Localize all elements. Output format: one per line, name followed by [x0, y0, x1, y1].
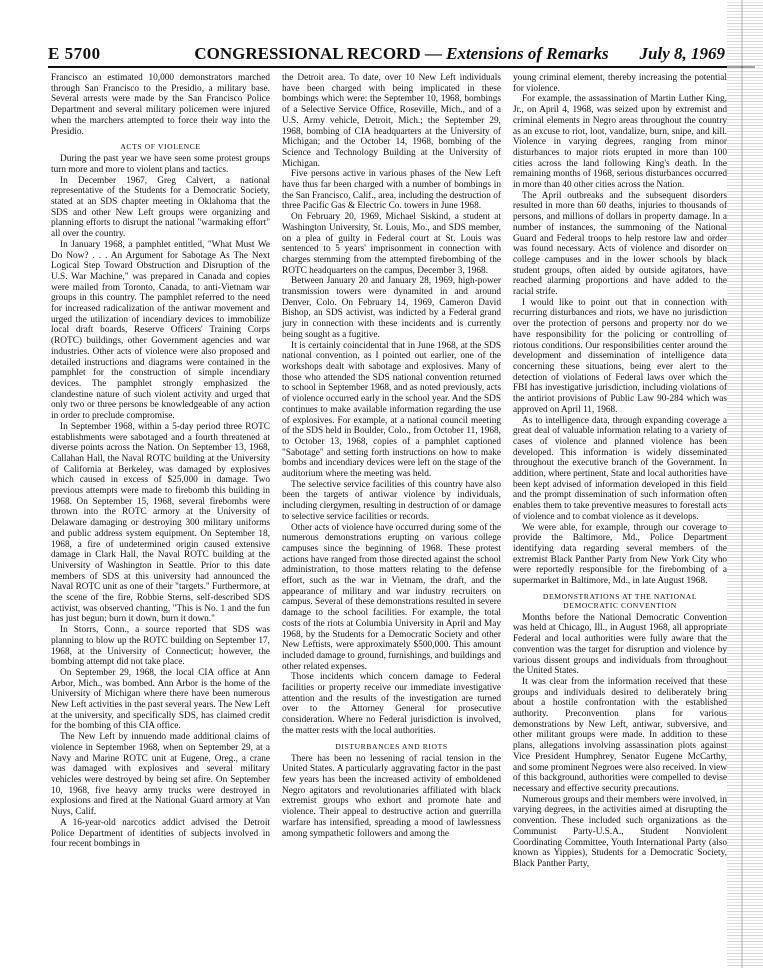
text-column-1 — [51, 73, 270, 898]
paragraph: Francisco an estimated 10,000 demonstrators marched through San Francisco to the Presidio, a military base. Several arrests were made by the San Francisco Police Department and several military policemen were injured when the marchers attempted to force their way into the Presidio. — [51, 73, 270, 137]
publication-name: CONGRESSIONAL RECORD — — [194, 44, 442, 63]
scanned-binding-edge — [727, 0, 763, 968]
paragraph: Five persons active in various phases of the New Left have thus far been charged with a number of bombings in the San Francisco, Calif., area, including the destruction of three Pacific Gas & Electric Co. towers in June 1968. — [282, 169, 501, 212]
paragraph: We were able, for example, through our coverage to provide the Baltimore, Md., Police Department identifying data regarding several members of the extremist Black Panther Party from New York City who were reportedly responsible for the firebombing of a supermarket in Baltimore, Md., in late August 1968. — [513, 522, 727, 587]
paragraph: Between January 20 and January 28, 1969, high-power transmission towers were dynamited in and around Denver, Colo. On February 14, 1969, Cameron David Bishop, an SDS activist, was indicted by a Federal grand jury in connection with these incidents and is currently being sought as a fugitive. — [282, 276, 501, 340]
heading-line: DEMOCRATIC CONVENTION — [563, 600, 677, 610]
paragraph: Months before the National Democratic Convention was held at Chicago, Ill., in August 1968, all appropriate Federal and local authorities were fully aware that the convention was the target for disruption and violence by various dissent groups and individuals from throughout the United States. — [513, 612, 727, 677]
paragraph: In December 1967, Greg Calvert, a national representative of the Students for a Democratic Society, stated at an SDS chapter meeting in Oklahoma that the SDS and other New Left groups were organizing and planning efforts to disrupt the national "warmaking effort" all over the country. — [51, 175, 270, 240]
paragraph: As to intelligence data, through expanding coverage a great deal of valuable information relating to a variety of cases of violence and planned violence has been developed. This information is widely disseminated throughout the executive branch of the Government. In addition, where pertinent, State and local authorities have been kept advised of information developed in this field and the prompt dissemination of such information often enables them to take preventive measures to forestall acts of violence and to combat violence as it develops. — [513, 415, 727, 522]
paragraph: young criminal element, thereby increasing the potential for violence. — [513, 73, 727, 94]
page-header — [48, 44, 755, 68]
section-heading-disturbances-and-riots: DISTURBANCES AND RIOTS — [335, 741, 448, 751]
paragraph: The selective service facilities of this country have also been the targets of antiwar violence by individuals, including clergymen, resulting in destruction of or damage to selective service facilities or records. — [282, 479, 501, 522]
paragraph: In September 1968, within a 5-day period three ROTC establishments were sabotaged and a fourth threatened at diverse points across the Nation. On September 13, 1968, Callahan Hall, the Naval ROTC building at the University of California at Berkeley, was damaged by explosives which caused in excess of $25,000 in damage. Two previous attempts were made to firebomb this building in 1968. On September 15, 1968, several firebombs were thrown into the ROTC armory at the University of Delaware damaging or destroying 300 military uniforms and public address system equipment. On September 18, 1968, a fire of undetermined origin caused extensive damage in Clark Hall, the Naval ROTC building at the University of Washington in Seattle. Prior to this date members of SDS at this university had announced the Naval ROTC unit as one of their "targets." Furthermore, at the scene of the fire, Robbie Sterns, self-described SDS activist, was observed chanting, "This is No. 1 and the fun has just begun; burn it down, burn it down." — [51, 421, 270, 625]
paragraph: It was clear from the information received that these groups and individuals desired to deliberately bring about a hostile confrontation with the established authority. Preconvention plans for various demonstrations by New Left, antiwar, subversive, and other militant groups were made. In addition to these plans, allegations involving assassination plots against Vice President Humphrey, Senator Eugene McCarthy, and some prominent Negroes were also received. In view of this background, authorities were compelled to devise necessary and effective security precautions. — [513, 676, 727, 794]
paragraph: the Detroit area. To date, over 10 New Left individuals have been charged with being implicated in these bombings which were: the September 10, 1968, bombings of a Selective Service Office, Roseville, Mich., and of a U.S. Army vehicle, Detroit, Mich.; the September 29, 1968, bombing of CIA headquarters at the University of Michigan; and the October 14, 1968, bombing of the Science and Technology Building at the University of Michigan. — [282, 73, 501, 169]
section-heading-democratic-convention — [513, 592, 727, 610]
paragraph: The New Left by innuendo made additional claims of violence in September 1968, when on September 29, at a Navy and Marine ROTC unit at Eugene, Oreg., a crane was damaged with explosives and several military vehicles were destroyed by being set afire. On September 10, 1968, five heavy army trucks were destroyed in explosions and fired at the National Guard armory at Van Nuys, Calif. — [51, 732, 270, 818]
text-column-3 — [513, 73, 727, 898]
binding-shadow-line — [741, 0, 743, 968]
page-number: E 5700 — [48, 44, 101, 63]
paragraph: In January 1968, a pamphlet entitled, "What Must We Do Now? . . . An Argument for Sabotage As The Next Logical Step Toward Obstruction and Disruption of the U.S. War Machine," was prepared in Canada and copies were mailed from Toronto, Canada, to anti-Vietnam war groups in this country. The pamphlet referred to the need for increased radicalization of the antiwar movement and urged the utilization of incendiary devices to immobilize local draft boards, Reserve Officers' Training Corps (ROTC) buildings, other Government agencies and war industries. Other acts of violence were also proposed and detailed instructions and diagrams were contained in the pamphlet for the construction of simple incendiary devices. The pamphlet strongly emphasized the clandestine nature of such violent activity and urged that only two or three persons be knowledgeable of any action in order to preclude compromise. — [51, 239, 270, 422]
paragraph: Other acts of violence have occurred during some of the numerous demonstrations erupting on various college campuses since the beginning of 1968. These protest actions have ranged from those directed against the school administration, to those matters relating to the defense effort, such as the war in Vietnam, the draft, and the appearance of military and war industry recruiters on campus. Several of these demonstrations resulted in severe damage to the school facilities. For example, the total costs of the riots at Columbia University in April and May 1968, by the Students for a Democratic Society and other New Leftists, were approximately $500,000. This amount included damage to ground, furnishings, and buildings and other related expenses. — [282, 522, 501, 672]
paragraph: There has been no lessening of racial tension in the United States. A particularly aggravating factor in the past few years has been the increased activity of emboldened Negro agitators and revolutionaries affiliated with black extremist groups who exhort and promote hate and violence. Their appeal to destructive action and guerrilla warfare has intensified, spreading a mood of lawlessness among sympathetic followers and among the — [282, 753, 501, 839]
paragraph: Numerous groups and their members were involved, in varying degrees, in the activities aimed at disrupting the convention. These included such organizations as the Communist Party-U.S.A., Student Nonviolent Coordinating Committee, Youth International Party (also known as Yippies), Students for a Democratic Society, Black Panther Party, — [513, 794, 727, 869]
paragraph: A 16-year-old narcotics addict advised the Detroit Police Department of identities of subjects involved in four recent bombings in — [51, 817, 270, 850]
section-heading-acts-of-violence: ACTS OF VIOLENCE — [120, 142, 201, 152]
paragraph: For example, the assassination of Martin Luther King, Jr., on April 4, 1968, was seized upon by extremist and criminal elements in Negro areas throughout the country as an excuse to riot, loot, vandalize, burn, snipe, and kill. Violence in varying degrees, ranging from minor disturbances to major riots erupted in more than 100 cities across the land following King's death. In the remaining months of 1968, serious disturbances occurred in more than 40 other cities across the Nation. — [513, 94, 727, 191]
paragraph: It is certainly coincidental that in June 1968, at the SDS national convention, as I pointed out earlier, one of the workshops dealt with sabotage and explosives. Many of those who attended the SDS national convention returned to school in September 1968, and as noted previously, acts of violence occurred early in the school year. And the SDS continues to make available information regarding the use of explosives. For example, at a national council meeting of the SDS held in Boulder, Colo., from October 11, 1968, to October 13, 1968, copies of a pamphlet captioned "Sabotage" and setting forth instructions on how to make bombs and incendiary devices were left on the stage of the auditorium where the meeting was held. — [282, 340, 501, 480]
heading-line: DEMONSTRATIONS AT THE NATIONAL — [542, 591, 698, 601]
paragraph: During the past year we have seen some protest groups turn more and more to violent plans and tactics. — [51, 154, 270, 175]
paragraph: On September 29, 1968, the local CIA office at Ann Arbor, Mich., was bombed. Ann Arbor is the home of the University of Michigan where there have been numerous New Left activities in the past several years. The New Left at the university, and specifically SDS, has claimed credit for the bombing of this CIA office. — [51, 667, 270, 732]
paragraph: In Storrs, Conn., a source reported that SDS was planning to blow up the ROTC building on September 17, 1968, at the University of Connecticut; however, the bombing attempt did not take place. — [51, 625, 270, 668]
paragraph: Those incidents which concern damage to Federal facilities or property receive our immediate investigative attention and the results of the investigation are turned over to the Attorney General for prosecutive consideration. Where no Federal jurisdiction is involved, the matter rests with the local authorities. — [282, 672, 501, 736]
paragraph: On February 20, 1969, Michael Siskind, a student at Washington University, St. Louis, Mo., and SDS member, on a plea of guilty in Federal court at St. Louis was sentenced to 5 years' imprisonment in connection with charges stemming from the attempted firebombing of the ROTC headquarters on the campus, December 3, 1968. — [282, 212, 501, 276]
section-name: Extensions of Remarks — [446, 44, 609, 63]
paragraph: I would like to point out that in connection with recurring disturbances and riots, we have no jurisdiction over the protection of persons and property nor do we have responsibility for the policing or controlling of riotous conditions. Our responsibilities center around the development and dissemination of intelligence data concerning these situations, being ever alert to the detection of violations of Federal laws over which the FBI has investigative jurisdiction, including violations of the antiriot provisions of Public Law 90-284 which was approved on April 11, 1968. — [513, 297, 727, 415]
paragraph: The April outbreaks and the subsequent disorders resulted in more than 60 deaths, injuries to thousands of persons, and millions of dollars in property damage. In a number of instances, the summoning of the National Guard and Federal troops to help restore law and order was found necessary. Acts of violence and disorder on college campuses and in the lower schools by black student groups, often aided by outside agitators, have reached alarming proportions and have added to the racial strife. — [513, 190, 727, 298]
issue-date: July 8, 1969 — [639, 44, 725, 63]
text-column-2 — [282, 73, 501, 898]
